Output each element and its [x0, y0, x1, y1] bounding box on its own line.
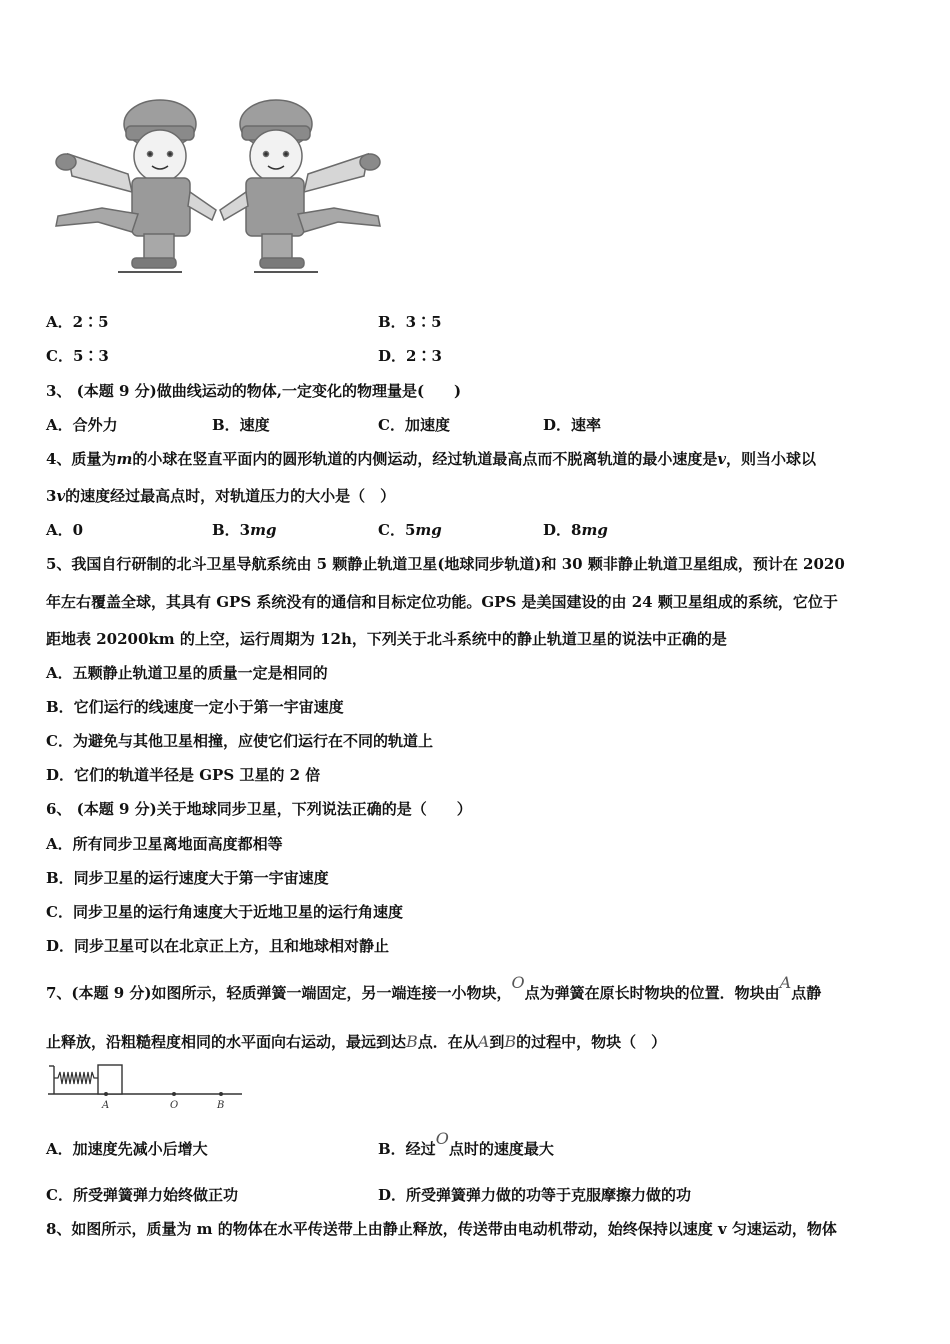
q7-option-b: B．经过O点时的速度最大	[378, 1129, 554, 1158]
q4-option-d: D．8mg	[543, 521, 608, 539]
q7-option-a: A．加速度先减小后增大	[46, 1140, 208, 1158]
q5-stem-line2: 年左右覆盖全球，其具有 GPS 系统没有的通信和目标定位功能。GPS 是美国建设的由 24 颗卫星组成的系统，它位于	[46, 593, 838, 611]
q5-option-c: C．为避免与其他卫星相撞，应使它们运行在不同的轨道上	[46, 732, 433, 750]
q7-option-c: C．所受弹簧弹力始终做正功	[46, 1186, 238, 1204]
fig-label-a: A	[102, 1100, 110, 1111]
block-icon	[98, 1065, 122, 1094]
fig-label-o: O	[170, 1100, 179, 1111]
q3-option-a: A．合外力	[46, 416, 118, 434]
q2-option-b: B．3∶5	[378, 313, 442, 331]
q5-stem-line3: 距地表 20200km 的上空，运行周期为 12h，下列关于北斗系统中的静止轨道卫星的说法中正确的是	[46, 630, 727, 648]
q6-option-b: B．同步卫星的运行速度大于第一宇宙速度	[46, 869, 329, 887]
spring-icon	[54, 1072, 98, 1084]
q4-option-a: A．0	[46, 521, 84, 539]
spring-figure	[46, 1060, 246, 1114]
skaters-figure	[48, 96, 388, 280]
q4-stem-line2: 3v的速度经过最高点时，对轨道压力的大小是（ ）	[46, 487, 396, 505]
q2-option-a: A．2∶5	[46, 313, 109, 331]
q6-option-d: D．同步卫星可以在北京正上方，且和地球相对静止	[46, 937, 390, 955]
q3-option-c: C．加速度	[378, 416, 450, 434]
q7-stem-line1: 7、(本题 9 分)如图所示，轻质弹簧一端固定，另一端连接一小物块，O点为弹簧在原长时物块的位置．物块由A点静	[46, 973, 822, 1002]
q6-option-a: A．所有同步卫星离地面高度都相等	[46, 835, 283, 853]
skaters-icon	[56, 100, 380, 272]
q5-option-d: D．它们的轨道半径是 GPS 卫星的 2 倍	[46, 766, 321, 784]
q6-option-c: C．同步卫星的运行角速度大于近地卫星的运行角速度	[46, 903, 403, 921]
q5-stem-line1: 5、我国自行研制的北斗卫星导航系统由 5 颗静止轨道卫星(地球同步轨道)和 30 颗非静止轨道卫星组成，预计在 2020	[46, 555, 845, 573]
q3-option-b: B．速度	[212, 416, 270, 434]
q4-option-b: B．3mg	[212, 521, 277, 539]
q2-option-c: C．5∶3	[46, 347, 109, 365]
q6-stem: 6、 (本题 9 分)关于地球同步卫星，下列说法正确的是（ ）	[46, 800, 472, 818]
q8-stem-line1: 8、如图所示，质量为 m 的物体在水平传送带上由静止释放，传送带由电动机带动，始终保持以速度 v 匀速运动，物体	[46, 1220, 837, 1238]
q7-stem-line2: 止释放，沿粗糙程度相同的水平面向右运动，最远到达B点．在从A到B的过程中，物块（ ）	[46, 1032, 667, 1051]
q5-option-b: B．它们运行的线速度一定小于第一宇宙速度	[46, 698, 344, 716]
fig-label-b: B	[217, 1100, 225, 1111]
q3-stem: 3、 (本题 9 分)做曲线运动的物体,一定变化的物理量是( )	[46, 382, 462, 400]
q4-stem-line1: 4、质量为m的小球在竖直平面内的圆形轨道的内侧运动，经过轨道最高点而不脱离轨道的最小速度是v，则当小球以	[46, 450, 817, 468]
q4-option-c: C．5mg	[378, 521, 442, 539]
q3-option-d: D．速率	[543, 416, 602, 434]
q7-option-d: D．所受弹簧弹力做的功等于克服摩擦力做的功	[378, 1186, 692, 1204]
q5-option-a: A．五颗静止轨道卫星的质量一定是相同的	[46, 664, 328, 682]
q2-option-d: D．2∶3	[378, 347, 442, 365]
